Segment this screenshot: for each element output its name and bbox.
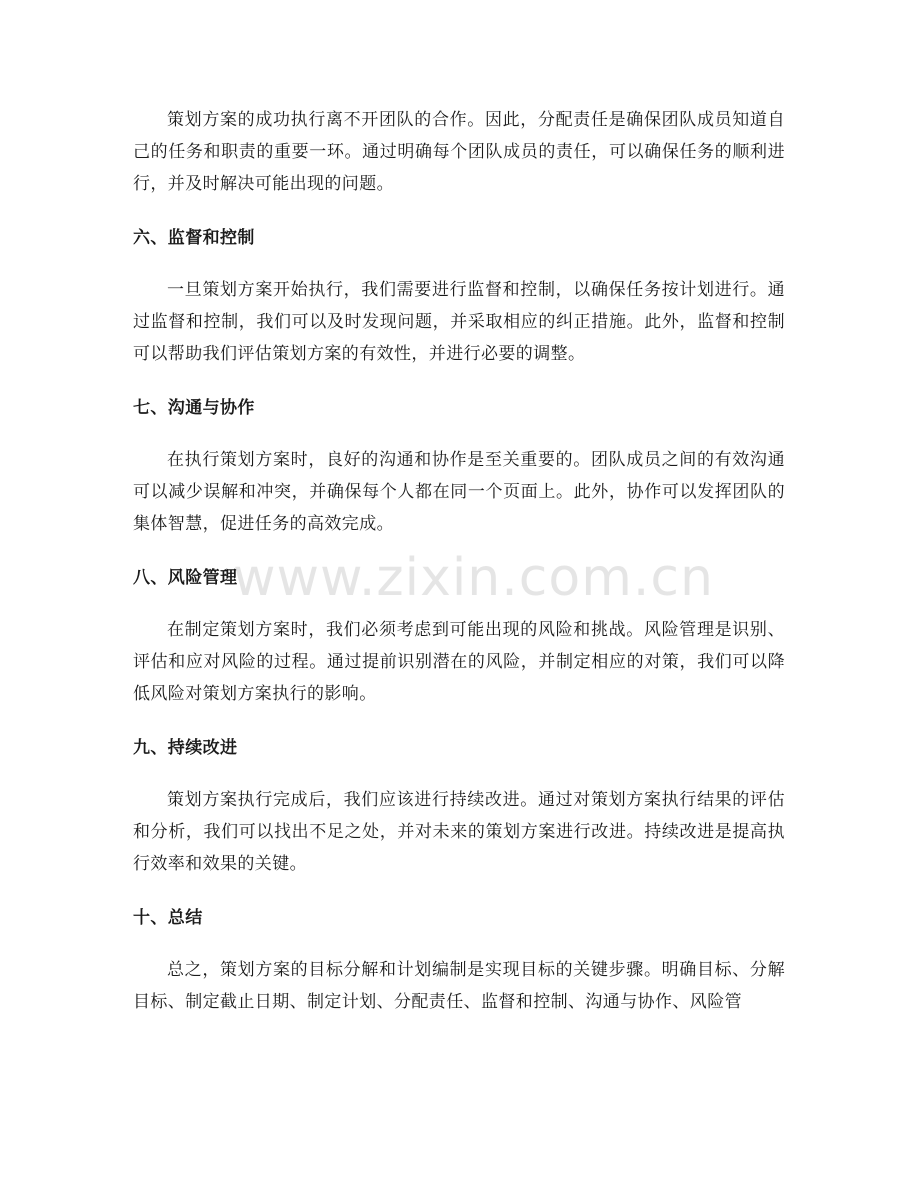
heading-communication: 七、沟通与协作 [133, 398, 255, 418]
heading-summary: 十、总结 [133, 908, 203, 928]
heading-improvement: 九、持续改进 [133, 738, 238, 758]
paragraph-supervision: 一旦策划方案开始执行，我们需要进行监督和控制，以确保任务按计划进行。通过监督和控制，我们可以及时发现问题，并采取相应的纠正措施。此外，监督和控制可以帮助我们评估策划方案的有效性，并进行必要的调整。 [133, 280, 785, 364]
paragraph-responsibility: 策划方案的成功执行离不开团队的合作。因此，分配责任是确保团队成员知道自己的任务和职责的重要一环。通过明确每个团队成员的责任，可以确保任务的顺利进行，并及时解决可能出现的问题。 [133, 110, 785, 194]
document-page [133, 104, 785, 1018]
paragraph-improvement: 策划方案执行完成后，我们应该进行持续改进。通过对策划方案执行结果的评估和分析，我们可以找出不足之处，并对未来的策划方案进行改进。持续改进是提高执行效率和效果的关键。 [133, 790, 785, 874]
paragraph-summary: 总之，策划方案的目标分解和计划编制是实现目标的关键步骤。明确目标、分解目标、制定截止日期、制定计划、分配责任、监督和控制、沟通与协作、风险管 [133, 960, 785, 1012]
paragraph-risk: 在制定策划方案时，我们必须考虑到可能出现的风险和挑战。风险管理是识别、评估和应对风险的过程。通过提前识别潜在的风险，并制定相应的对策，我们可以降低风险对策划方案执行的影响。 [133, 620, 785, 704]
watermark-text: www.zixin.com.cn [233, 548, 714, 608]
heading-risk: 八、风险管理 [133, 568, 238, 588]
heading-supervision: 六、监督和控制 [133, 228, 255, 248]
paragraph-communication: 在执行策划方案时，良好的沟通和协作是至关重要的。团队成员之间的有效沟通可以减少误解和冲突，并确保每个人都在同一个页面上。此外，协作可以发挥团队的集体智慧，促进任务的高效完成。 [133, 450, 785, 534]
